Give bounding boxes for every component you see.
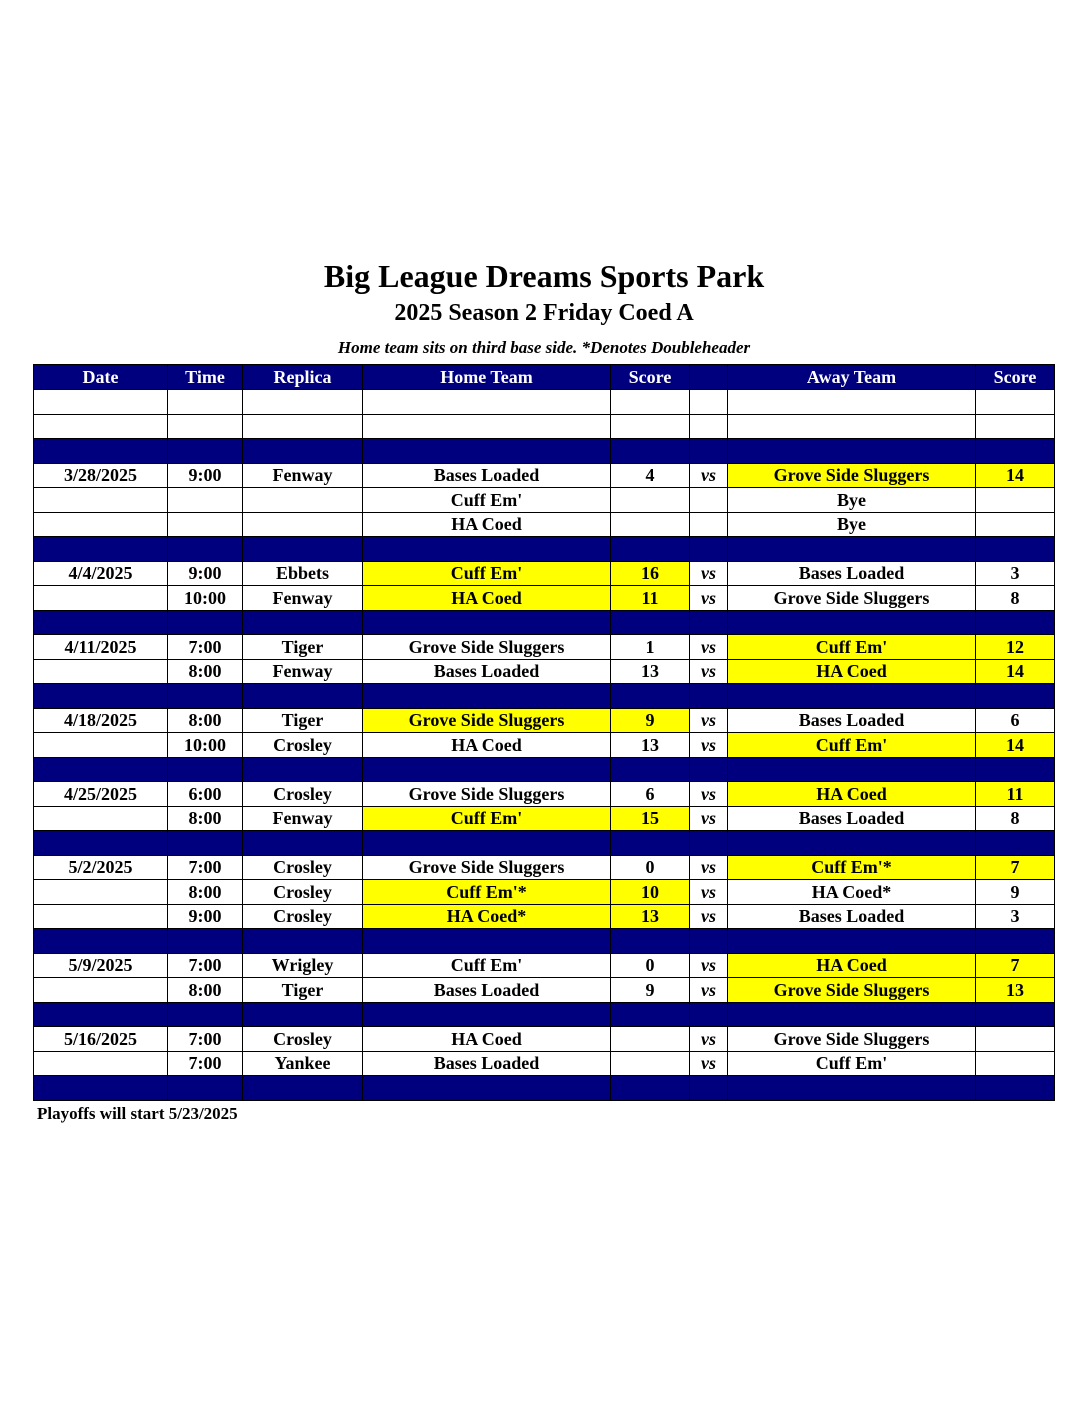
- separator-cell: [243, 610, 363, 635]
- away-score-cell: 13: [976, 978, 1055, 1003]
- vs-cell: [690, 512, 728, 537]
- separator-cell: [34, 1002, 168, 1027]
- separator-cell: [243, 1002, 363, 1027]
- vs-cell: vs: [690, 635, 728, 660]
- separator-cell: [976, 1002, 1055, 1027]
- separator-cell: [243, 439, 363, 464]
- empty-cell: [611, 414, 690, 439]
- home-team-cell: Bases Loaded: [363, 463, 611, 488]
- time-cell: [168, 512, 243, 537]
- time-cell: 10:00: [168, 733, 243, 758]
- separator-cell: [363, 610, 611, 635]
- separator-cell: [363, 1076, 611, 1101]
- empty-cell: [243, 414, 363, 439]
- away-team-cell: Cuff Em'*: [728, 855, 976, 880]
- empty-cell: [728, 390, 976, 415]
- vs-cell: vs: [690, 733, 728, 758]
- away-team-cell: HA Coed: [728, 659, 976, 684]
- away-score-cell: 3: [976, 561, 1055, 586]
- away-team-cell: Bye: [728, 488, 976, 513]
- away-score-cell: 3: [976, 904, 1055, 929]
- separator-cell: [728, 929, 976, 954]
- time-cell: 8:00: [168, 880, 243, 905]
- separator-cell: [168, 929, 243, 954]
- replica-cell: Tiger: [243, 708, 363, 733]
- time-cell: 7:00: [168, 1027, 243, 1052]
- game-row: [34, 708, 1055, 733]
- home-team-cell: Grove Side Sluggers: [363, 708, 611, 733]
- home-team-cell: HA Coed: [363, 512, 611, 537]
- time-cell: 9:00: [168, 904, 243, 929]
- game-row: [34, 1051, 1055, 1076]
- separator-cell: [243, 929, 363, 954]
- game-row: [34, 512, 1055, 537]
- away-score-cell: [976, 1051, 1055, 1076]
- date-cell: [34, 978, 168, 1003]
- home-team-cell: Bases Loaded: [363, 1051, 611, 1076]
- away-score-cell: 8: [976, 806, 1055, 831]
- separator-cell: [363, 929, 611, 954]
- empty-cell: [243, 390, 363, 415]
- schedule-table: [33, 364, 1055, 1101]
- schedule-note: Home team sits on third base side. *Denotes Doubleheader: [337, 338, 751, 357]
- game-row: [34, 733, 1055, 758]
- col-header-replica: Replica: [243, 365, 363, 390]
- home-score-cell: 0: [611, 953, 690, 978]
- separator-row: [34, 610, 1055, 635]
- away-score-cell: 12: [976, 635, 1055, 660]
- separator-cell: [168, 1076, 243, 1101]
- replica-cell: Crosley: [243, 904, 363, 929]
- separator-cell: [728, 439, 976, 464]
- home-team-cell: Grove Side Sluggers: [363, 855, 611, 880]
- vs-cell: vs: [690, 953, 728, 978]
- separator-cell: [34, 929, 168, 954]
- page-subtitle: 2025 Season 2 Friday Coed A: [394, 300, 694, 326]
- separator-cell: [34, 757, 168, 782]
- date-cell: 4/4/2025: [34, 561, 168, 586]
- home-score-cell: 9: [611, 708, 690, 733]
- vs-cell: [690, 488, 728, 513]
- away-team-cell: Bases Loaded: [728, 806, 976, 831]
- time-cell: 8:00: [168, 708, 243, 733]
- separator-cell: [168, 1002, 243, 1027]
- home-score-cell: 6: [611, 782, 690, 807]
- separator-cell: [34, 831, 168, 856]
- separator-cell: [976, 1076, 1055, 1101]
- blank-row: [34, 390, 1055, 415]
- home-team-cell: Cuff Em': [363, 806, 611, 831]
- date-cell: 5/2/2025: [34, 855, 168, 880]
- home-score-cell: [611, 488, 690, 513]
- time-cell: 7:00: [168, 635, 243, 660]
- home-team-cell: Cuff Em': [363, 488, 611, 513]
- vs-cell: vs: [690, 1051, 728, 1076]
- separator-cell: [611, 1076, 690, 1101]
- game-row: [34, 463, 1055, 488]
- home-score-cell: 16: [611, 561, 690, 586]
- replica-cell: Crosley: [243, 733, 363, 758]
- separator-cell: [690, 610, 728, 635]
- home-score-cell: 13: [611, 733, 690, 758]
- replica-cell: Crosley: [243, 782, 363, 807]
- home-team-cell: HA Coed: [363, 733, 611, 758]
- separator-cell: [168, 831, 243, 856]
- separator-cell: [34, 610, 168, 635]
- vs-cell: vs: [690, 586, 728, 611]
- time-cell: 7:00: [168, 1051, 243, 1076]
- separator-row: [34, 684, 1055, 709]
- replica-cell: Crosley: [243, 855, 363, 880]
- home-score-cell: 11: [611, 586, 690, 611]
- separator-cell: [728, 831, 976, 856]
- game-row: [34, 635, 1055, 660]
- separator-cell: [690, 684, 728, 709]
- date-cell: 4/25/2025: [34, 782, 168, 807]
- empty-cell: [690, 390, 728, 415]
- separator-cell: [611, 1002, 690, 1027]
- away-team-cell: Bases Loaded: [728, 561, 976, 586]
- replica-cell: Fenway: [243, 586, 363, 611]
- separator-cell: [168, 684, 243, 709]
- away-score-cell: 7: [976, 855, 1055, 880]
- away-team-cell: HA Coed: [728, 782, 976, 807]
- separator-row: [34, 537, 1055, 562]
- date-cell: 4/18/2025: [34, 708, 168, 733]
- home-team-cell: Grove Side Sluggers: [363, 782, 611, 807]
- empty-cell: [611, 390, 690, 415]
- away-team-cell: Bye: [728, 512, 976, 537]
- vs-cell: vs: [690, 708, 728, 733]
- separator-cell: [611, 929, 690, 954]
- home-score-cell: 1: [611, 635, 690, 660]
- game-row: [34, 880, 1055, 905]
- empty-cell: [976, 390, 1055, 415]
- separator-cell: [243, 831, 363, 856]
- separator-cell: [976, 439, 1055, 464]
- home-team-cell: Cuff Em': [363, 561, 611, 586]
- date-cell: [34, 659, 168, 684]
- separator-cell: [168, 757, 243, 782]
- separator-cell: [611, 610, 690, 635]
- separator-cell: [611, 684, 690, 709]
- separator-cell: [728, 537, 976, 562]
- separator-cell: [611, 757, 690, 782]
- game-row: [34, 782, 1055, 807]
- vs-cell: vs: [690, 1027, 728, 1052]
- away-score-cell: 6: [976, 708, 1055, 733]
- date-cell: [34, 488, 168, 513]
- separator-cell: [168, 537, 243, 562]
- date-cell: [34, 512, 168, 537]
- home-team-cell: Bases Loaded: [363, 978, 611, 1003]
- col-header-home-team: Home Team: [363, 365, 611, 390]
- empty-cell: [690, 414, 728, 439]
- separator-cell: [243, 757, 363, 782]
- replica-cell: Yankee: [243, 1051, 363, 1076]
- vs-cell: vs: [690, 806, 728, 831]
- col-header-time: Time: [168, 365, 243, 390]
- separator-cell: [690, 537, 728, 562]
- home-team-cell: HA Coed: [363, 1027, 611, 1052]
- separator-row: [34, 1002, 1055, 1027]
- separator-cell: [976, 610, 1055, 635]
- separator-cell: [363, 757, 611, 782]
- separator-cell: [243, 537, 363, 562]
- away-score-cell: 7: [976, 953, 1055, 978]
- away-score-cell: 9: [976, 880, 1055, 905]
- game-row: [34, 978, 1055, 1003]
- header-row: [34, 365, 1055, 390]
- home-score-cell: 0: [611, 855, 690, 880]
- separator-cell: [363, 684, 611, 709]
- separator-cell: [363, 1002, 611, 1027]
- date-cell: [34, 586, 168, 611]
- playoffs-note: Playoffs will start 5/23/2025: [37, 1104, 238, 1123]
- separator-cell: [728, 684, 976, 709]
- home-score-cell: [611, 512, 690, 537]
- away-team-cell: Bases Loaded: [728, 904, 976, 929]
- replica-cell: Wrigley: [243, 953, 363, 978]
- col-header-date: Date: [34, 365, 168, 390]
- away-score-cell: 8: [976, 586, 1055, 611]
- away-team-cell: Grove Side Sluggers: [728, 978, 976, 1003]
- separator-cell: [34, 1076, 168, 1101]
- time-cell: 6:00: [168, 782, 243, 807]
- col-header-away-team: Away Team: [728, 365, 976, 390]
- time-cell: 7:00: [168, 953, 243, 978]
- away-team-cell: Grove Side Sluggers: [728, 1027, 976, 1052]
- game-row: [34, 659, 1055, 684]
- away-score-cell: [976, 1027, 1055, 1052]
- vs-cell: vs: [690, 782, 728, 807]
- away-team-cell: HA Coed: [728, 953, 976, 978]
- separator-cell: [728, 610, 976, 635]
- away-score-cell: 14: [976, 733, 1055, 758]
- home-team-cell: Cuff Em'*: [363, 880, 611, 905]
- separator-cell: [690, 439, 728, 464]
- home-score-cell: 15: [611, 806, 690, 831]
- date-cell: 5/9/2025: [34, 953, 168, 978]
- separator-cell: [363, 831, 611, 856]
- away-team-cell: Grove Side Sluggers: [728, 586, 976, 611]
- empty-cell: [168, 390, 243, 415]
- empty-cell: [34, 390, 168, 415]
- game-row: [34, 586, 1055, 611]
- separator-cell: [690, 831, 728, 856]
- separator-cell: [243, 1076, 363, 1101]
- empty-cell: [363, 414, 611, 439]
- schedule-body: [34, 390, 1055, 1101]
- separator-cell: [243, 684, 363, 709]
- separator-cell: [168, 610, 243, 635]
- vs-cell: vs: [690, 978, 728, 1003]
- separator-cell: [690, 1076, 728, 1101]
- game-row: [34, 904, 1055, 929]
- date-cell: 4/11/2025: [34, 635, 168, 660]
- separator-row: [34, 439, 1055, 464]
- replica-cell: Tiger: [243, 635, 363, 660]
- game-row: [34, 953, 1055, 978]
- replica-cell: Ebbets: [243, 561, 363, 586]
- vs-cell: vs: [690, 855, 728, 880]
- home-team-cell: HA Coed: [363, 586, 611, 611]
- home-team-cell: Bases Loaded: [363, 659, 611, 684]
- col-header-home-score: Score: [611, 365, 690, 390]
- replica-cell: Fenway: [243, 806, 363, 831]
- vs-cell: vs: [690, 463, 728, 488]
- time-cell: 7:00: [168, 855, 243, 880]
- separator-row: [34, 831, 1055, 856]
- away-team-cell: Cuff Em': [728, 1051, 976, 1076]
- home-score-cell: 13: [611, 659, 690, 684]
- time-cell: 8:00: [168, 806, 243, 831]
- vs-cell: vs: [690, 659, 728, 684]
- away-team-cell: Bases Loaded: [728, 708, 976, 733]
- separator-cell: [690, 757, 728, 782]
- home-score-cell: 10: [611, 880, 690, 905]
- separator-cell: [976, 757, 1055, 782]
- separator-cell: [728, 1002, 976, 1027]
- page-title: Big League Dreams Sports Park: [323, 258, 765, 294]
- home-team-cell: HA Coed*: [363, 904, 611, 929]
- away-team-cell: Cuff Em': [728, 635, 976, 660]
- game-row: [34, 561, 1055, 586]
- home-score-cell: [611, 1051, 690, 1076]
- separator-row: [34, 929, 1055, 954]
- vs-cell: vs: [690, 904, 728, 929]
- separator-cell: [611, 439, 690, 464]
- date-cell: [34, 1051, 168, 1076]
- home-score-cell: 9: [611, 978, 690, 1003]
- game-row: [34, 855, 1055, 880]
- date-cell: 3/28/2025: [34, 463, 168, 488]
- time-cell: 9:00: [168, 463, 243, 488]
- away-team-cell: Cuff Em': [728, 733, 976, 758]
- replica-cell: Fenway: [243, 659, 363, 684]
- game-row: [34, 1027, 1055, 1052]
- separator-cell: [690, 1002, 728, 1027]
- replica-cell: [243, 488, 363, 513]
- empty-cell: [168, 414, 243, 439]
- separator-cell: [728, 1076, 976, 1101]
- home-score-cell: 13: [611, 904, 690, 929]
- date-cell: [34, 806, 168, 831]
- time-cell: 10:00: [168, 586, 243, 611]
- date-cell: [34, 904, 168, 929]
- home-score-cell: 4: [611, 463, 690, 488]
- separator-cell: [728, 757, 976, 782]
- separator-cell: [611, 831, 690, 856]
- away-score-cell: 11: [976, 782, 1055, 807]
- separator-cell: [34, 439, 168, 464]
- separator-cell: [976, 684, 1055, 709]
- replica-cell: [243, 512, 363, 537]
- replica-cell: Crosley: [243, 1027, 363, 1052]
- separator-cell: [976, 537, 1055, 562]
- separator-row: [34, 1076, 1055, 1101]
- game-row: [34, 488, 1055, 513]
- separator-cell: [363, 439, 611, 464]
- separator-cell: [34, 537, 168, 562]
- separator-cell: [363, 537, 611, 562]
- empty-cell: [363, 390, 611, 415]
- empty-cell: [728, 414, 976, 439]
- away-score-cell: [976, 512, 1055, 537]
- home-team-cell: Grove Side Sluggers: [363, 635, 611, 660]
- away-team-cell: Grove Side Sluggers: [728, 463, 976, 488]
- blank-row: [34, 414, 1055, 439]
- date-cell: 5/16/2025: [34, 1027, 168, 1052]
- time-cell: [168, 488, 243, 513]
- vs-cell: vs: [690, 880, 728, 905]
- col-header-vs: [690, 365, 728, 390]
- replica-cell: Fenway: [243, 463, 363, 488]
- replica-cell: Crosley: [243, 880, 363, 905]
- away-score-cell: 14: [976, 463, 1055, 488]
- separator-cell: [34, 684, 168, 709]
- time-cell: 8:00: [168, 978, 243, 1003]
- time-cell: 8:00: [168, 659, 243, 684]
- empty-cell: [34, 414, 168, 439]
- separator-row: [34, 757, 1055, 782]
- separator-cell: [976, 831, 1055, 856]
- separator-cell: [690, 929, 728, 954]
- away-score-cell: 14: [976, 659, 1055, 684]
- time-cell: 9:00: [168, 561, 243, 586]
- home-team-cell: Cuff Em': [363, 953, 611, 978]
- vs-cell: vs: [690, 561, 728, 586]
- date-cell: [34, 733, 168, 758]
- game-row: [34, 806, 1055, 831]
- replica-cell: Tiger: [243, 978, 363, 1003]
- col-header-away-score: Score: [976, 365, 1055, 390]
- empty-cell: [976, 414, 1055, 439]
- away-team-cell: HA Coed*: [728, 880, 976, 905]
- separator-cell: [611, 537, 690, 562]
- away-score-cell: [976, 488, 1055, 513]
- separator-cell: [168, 439, 243, 464]
- home-score-cell: [611, 1027, 690, 1052]
- separator-cell: [976, 929, 1055, 954]
- date-cell: [34, 880, 168, 905]
